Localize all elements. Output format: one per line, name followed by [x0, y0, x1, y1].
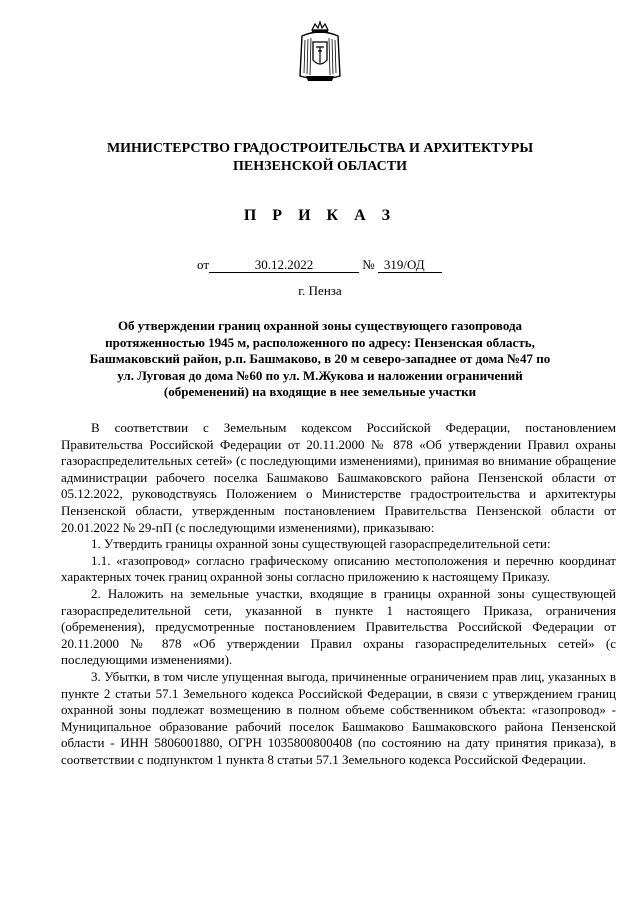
paragraph-item-2: 2. Наложить на земельные участки, входящие в границы охранной зоны существующей газораспределительной сети, указанной в пункте 1 настоящего Приказа, ограничения (обременения), предусмотренные постановлением Правительства Российской Федерации от 20.11.2000 № 878 «Об утверждении Правил охраны газораспределительных сетей» (с последующими изменениями).: [61, 585, 616, 668]
document-type: П Р И К А З: [243, 207, 397, 224]
paragraph-preamble: В соответствии с Земельным кодексом Российской Федерации, постановлением Правительства Российской Федерации от 20.11.2000 № 878 «Об утверждении Правил охраны газораспределительных сетей» (с последующими изменениями), принимая во внимание обращение администрации рабочего поселка Башмаково Башмаковского района Пензенской области от 05.12.2022, руководствуясь Положением о Министерстве градостроительства и архитектуры Пензенской области, утвержденным постановлением Правительства Пензенской области от 20.01.2022 № 29-пП (с последующими изменениями), приказываю:: [61, 420, 616, 535]
ministry-line-1: МИНИСТЕРСТВО ГРАДОСТРОИТЕЛЬСТВА И АРХИТЕКТУРЫ: [106, 141, 534, 156]
coat-of-arms-icon: [296, 20, 344, 84]
document-date-number: [197, 256, 442, 274]
paragraph-item-3: 3. Убытки, в том числе упущенная выгода, причиненные ограничением прав лиц, указанных в пункте 2 статьи 57.1 Земельного кодекса Российской Федерации, в связи с утверждением границ охранной зоны подлежат возмещению в полном объеме собственником объекта: «газопровод» - Муниципальное образование рабочий поселок Башмаково Башмаковского района Пензенской области - ИНН 5806001880, ОГРН 1035800800408 (по состоянию на дату принятия приказа), в соответствии с подпунктом 1 пункта 8 статьи 57.1 Земельного кодекса Российской Федерации.: [61, 668, 616, 767]
document-body: [61, 420, 616, 768]
ministry-line-2: ПЕНЗЕНСКОЙ ОБЛАСТИ: [233, 159, 407, 174]
document-subject: Об утверждении границ охранной зоны существующего газопровода протяженностью 1945 м, расположенного по адресу: Пензенская область, Башмаковский район, р.п. Башмаково, в 20 м северо-западнее от дома №47 по ул. Луговая до дома №60 по ул. М.Жукова и наложении ограничений (обременений) на входящие в нее земельные участки: [89, 318, 551, 400]
paragraph-item-1-1: 1.1. «газопровод» согласно графическому описанию местоположения и перечню координат характерных точек границ охранной зоны согласно приложению к настоящему Приказу.: [61, 552, 616, 585]
number-prefix: №: [362, 257, 375, 272]
document-number: 319/ОД: [378, 256, 442, 273]
document-date: 30.12.2022: [209, 256, 359, 273]
document-city: г. Пенза: [298, 283, 342, 298]
date-prefix: от: [197, 257, 210, 272]
paragraph-item-1: 1. Утвердить границы охранной зоны существующей газораспределительной сети:: [91, 536, 551, 552]
ministry-name: [0, 140, 640, 176]
